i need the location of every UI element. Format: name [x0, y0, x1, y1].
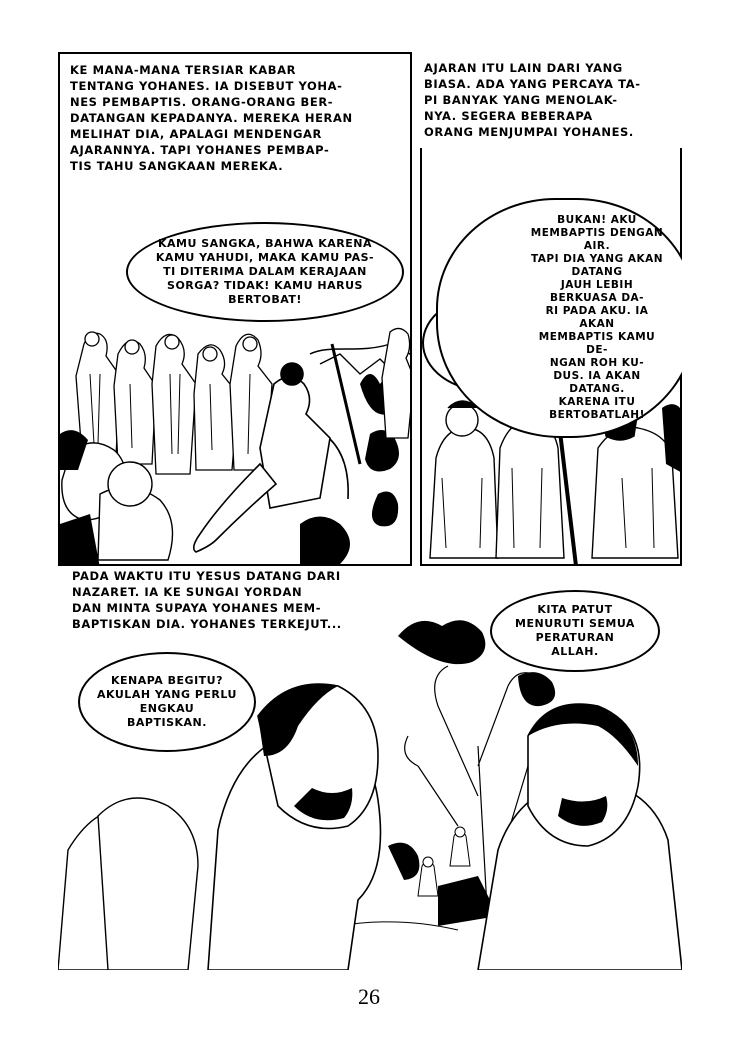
narration-caption: AJARAN ITU LAIN DARI YANG BIASA. ADA YANG PERCAYA TA- PI BANYAK YANG MENOLAK- NYA. SEGERA BEBERAPA ORANG MENJUMPAI YOHANES. [424, 61, 641, 139]
panel-people-question [420, 52, 682, 566]
panel-john-preaching [58, 52, 412, 566]
panel-jesus-baptism-request [58, 566, 682, 970]
speech-bubble-jesus: KITA PATUT MENURUTI SEMUA PERATURAN ALLAH. [490, 590, 660, 672]
page-number: 26 [358, 984, 380, 1009]
speech-bubble-john: BUKAN! AKU MEMBAPTIS DENGAN AIR. TAPI DIA YANG AKAN DATANG JAUH LEBIH BERKUASA DA- RI PADA AKU. IA AKAN MEMBAPTIS KAMU DE- NGAN ROH KU- DUS. IA AKAN DATANG. KARENA ITU BERTOBATLAH! [436, 198, 682, 438]
narration-caption: PADA WAKTU ITU YESUS DATANG DARI NAZARET. IA KE SUNGAI YORDAN DAN MINTA SUPAYA YOHANES MEM- BAPTISKAN DIA. YOHANES TERKEJUT... [72, 569, 342, 631]
narration-caption: KE MANA-MANA TERSIAR KABAR TENTANG YOHANES. IA DISEBUT YOHA- NES PEMBAPTIS. ORANG-ORANG BER- DATANGAN KEPADANYA. MEREKA HERAN MELIHAT DIA, APALAGI MENDENGAR AJARANNYA. TAPI YOHANES PEMBAP- TIS TAHU SANGKAAN MEREKA. [70, 63, 353, 173]
speech-bubble-john: KENAPA BEGITU? AKULAH YANG PERLU ENGKAU BAPTISKAN. [78, 652, 256, 752]
speech-bubble-john: KAMU SANGKA, BAHWA KARENA KAMU YAHUDI, MAKA KAMU PAS- TI DITERIMA DALAM KERAJAAN SORGA? TIDAK! KAMU HARUS BERTOBAT! [126, 222, 404, 322]
